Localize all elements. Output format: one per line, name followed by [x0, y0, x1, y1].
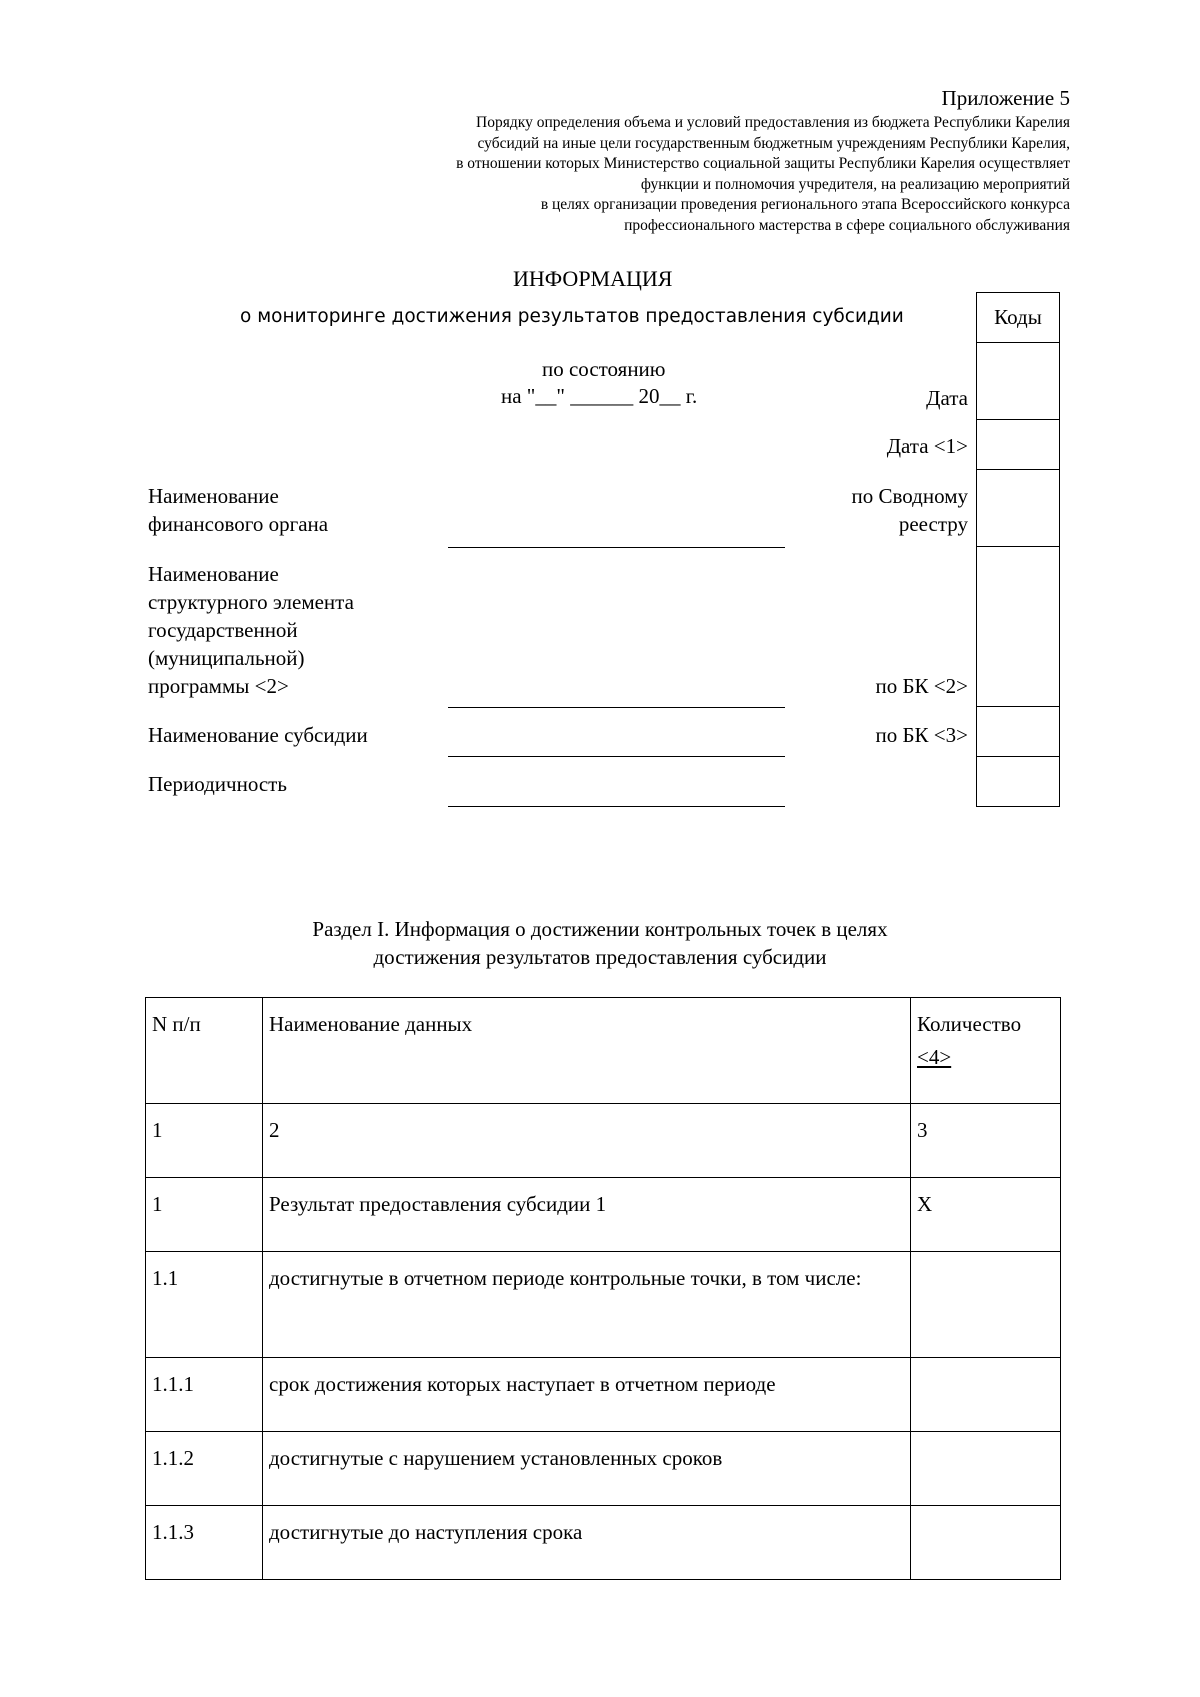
qty-header-line: Количество [917, 1012, 1022, 1036]
cell-name: достигнутые до наступления срока [263, 1506, 911, 1580]
cell-num: 1.1 [146, 1252, 263, 1358]
cell-qty: X [911, 1178, 1061, 1252]
registry-label-line: реестру [898, 512, 968, 536]
program-label-line: государственной [148, 618, 298, 642]
program-label-line: (муниципальной) [148, 646, 305, 670]
table-row [146, 1358, 1061, 1432]
finance-org-label-line: Наименование [148, 484, 279, 508]
appendix-title: Приложение 5 [941, 86, 1070, 110]
cell-qty[interactable] [911, 1506, 1061, 1580]
date-label: Дата [926, 386, 968, 410]
appendix-line: в целях организации проведения регионального этапа Всероссийского конкурса [540, 196, 1070, 213]
code-cell-date[interactable] [977, 343, 1060, 420]
appendix-line: субсидий на иные цели государственным бюджетным учреждениям Республики Карелия, [477, 134, 1070, 152]
cell-num: 1.1.2 [146, 1432, 263, 1506]
cell-num: 1 [146, 1178, 263, 1252]
table-row [146, 1432, 1061, 1506]
appendix-description [456, 113, 1070, 236]
subsidy-name-label: Наименование субсидии [148, 723, 368, 747]
cell-num: 1 [146, 1104, 263, 1178]
cell-name: достигнутые в отчетном периоде контрольные точки, в том числе: [263, 1252, 911, 1358]
cell-name: Результат предоставления субсидии 1 [263, 1178, 911, 1252]
as-of-date: на "__" ______ 20__ г. [501, 384, 698, 408]
finance-org-label-line: финансового органа [148, 512, 329, 536]
periodicity-input-line[interactable] [448, 806, 785, 807]
cell-num: 1.1.1 [146, 1358, 263, 1432]
appendix-line: Порядку определения объема и условий предоставления из бюджета Республики Карелия [476, 114, 1070, 131]
registry-label [852, 482, 968, 538]
section-title-line: Раздел I. Информация о достижении контрольных точек в целях [312, 917, 888, 941]
column-header-qty [911, 998, 1061, 1104]
periodicity-label: Периодичность [148, 772, 287, 796]
qty-footnote-link[interactable]: <4> [917, 1045, 952, 1069]
section-title-line: достижения результатов предоставления субсидии [373, 945, 827, 969]
column-header-name: Наименование данных [263, 998, 911, 1104]
finance-org-input-line[interactable] [448, 547, 785, 548]
program-label-line: структурного элемента [148, 590, 354, 614]
cell-qty[interactable] [911, 1432, 1061, 1506]
as-of-label: по состоянию [542, 357, 666, 381]
bk2-label: по БК <2> [875, 674, 968, 698]
table-row [146, 1178, 1061, 1252]
code-cell-bk2[interactable] [977, 547, 1060, 707]
code-cell-bk3[interactable] [977, 707, 1060, 757]
document-title: ИНФОРМАЦИЯ [513, 266, 673, 291]
cell-name: 2 [263, 1104, 911, 1178]
appendix-line: в отношении которых Министерство социальной защиты Республики Карелия осуществляет [456, 155, 1070, 172]
subsidy-name-input-line[interactable] [448, 756, 785, 757]
document-subtitle: о мониторинге достижения результатов предоставления субсидии [240, 306, 904, 327]
date1-label: Дата <1> [886, 434, 968, 458]
codes-header: Коды [977, 293, 1060, 343]
registry-label-line: по Сводному [851, 484, 968, 508]
cell-qty[interactable] [911, 1252, 1061, 1358]
cell-qty[interactable] [911, 1358, 1061, 1432]
appendix-line: функции и полномочия учредителя, на реализацию мероприятий [640, 175, 1070, 193]
program-label-line: программы <2> [148, 674, 289, 698]
code-cell-registry[interactable] [977, 470, 1060, 547]
section-title [0, 915, 1200, 971]
code-cell-periodicity[interactable] [977, 757, 1060, 807]
cell-qty: 3 [911, 1104, 1061, 1178]
table-row [146, 1104, 1061, 1178]
table-row [146, 1506, 1061, 1580]
codes-table [976, 292, 1060, 807]
bk3-label: по БК <3> [875, 723, 968, 747]
cell-name: срок достижения которых наступает в отчетном периоде [263, 1358, 911, 1432]
finance-org-label [148, 482, 328, 538]
control-points-table [145, 997, 1061, 1580]
column-header-num: N п/п [146, 998, 263, 1104]
code-cell-date1[interactable] [977, 420, 1060, 470]
program-label-line: Наименование [148, 562, 279, 586]
cell-name: достигнутые с нарушением установленных сроков [263, 1432, 911, 1506]
table-header-row [146, 998, 1061, 1104]
program-input-line[interactable] [448, 707, 785, 708]
table-row [146, 1252, 1061, 1358]
appendix-line: профессионального мастерства в сфере социального обслуживания [624, 216, 1070, 234]
cell-num: 1.1.3 [146, 1506, 263, 1580]
program-label [148, 560, 354, 700]
